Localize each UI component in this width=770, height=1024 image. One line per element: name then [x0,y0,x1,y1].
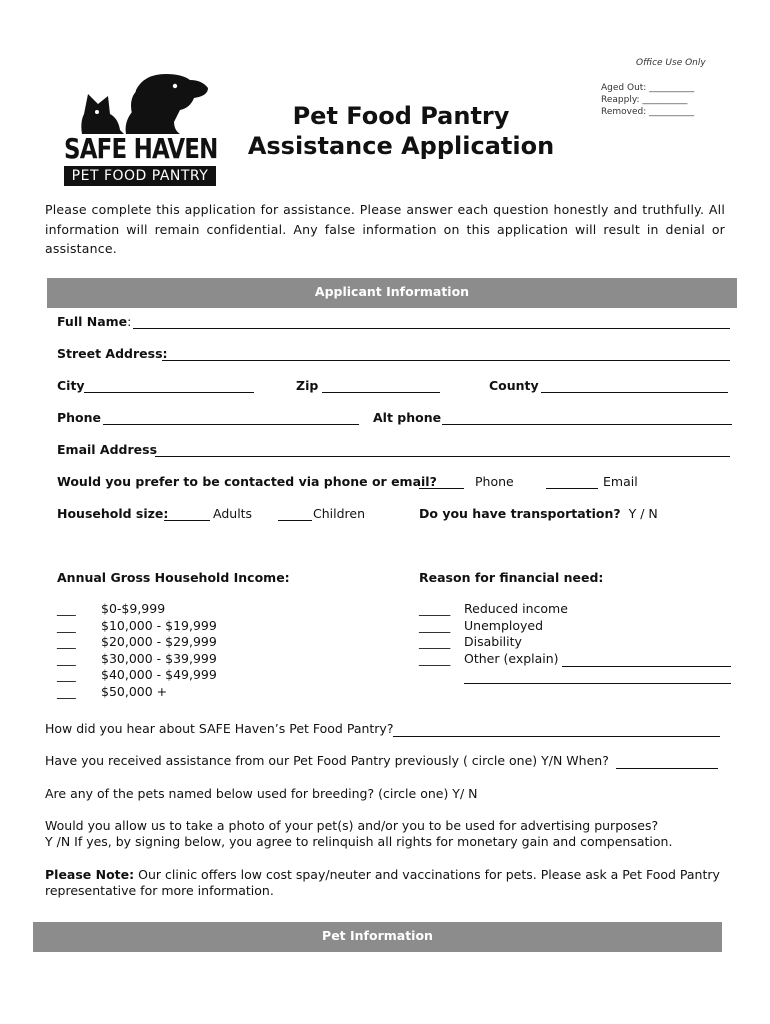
contact-phone-blank[interactable] [419,476,464,489]
transportation-row [419,506,658,521]
office-use-title: Office Use Only [636,58,706,68]
city-label: City [57,378,85,393]
transportation-answer[interactable]: Y / N [628,506,658,521]
reason-options [464,601,568,667]
alt-phone-label: Alt phone [373,410,442,425]
income-option: $20,000 - $29,999 [101,634,217,650]
income-heading: Annual Gross Household Income: [57,570,290,585]
phone-label: Phone [57,410,102,425]
safe-haven-logo [62,70,222,190]
adults-input[interactable] [164,508,210,521]
photo-consent-question: Would you allow us to take a photo of your pet(s) and/or you to be used for advertising purposes? [45,818,659,833]
income-options [101,601,217,701]
removed-field: Removed: __________ [601,107,695,117]
income-blank[interactable]: ___ [57,634,76,650]
reason-blank[interactable]: _____ [419,650,451,666]
zip-input[interactable] [322,380,440,393]
income-option: $30,000 - $39,999 [101,650,217,666]
zip-label: Zip [296,378,319,393]
income-option: $50,000 + [101,683,168,699]
county-input[interactable] [541,380,728,393]
page-title-line1: Pet Food Pantry [292,102,510,130]
page-title-line2: Assistance Application [247,132,555,160]
children-label: Children [313,506,366,521]
clinic-note-text: Our clinic offers low cost spay/neuter and vaccinations for pets. Please ask a Pet Food Pantry [138,867,720,882]
other-explain-input[interactable] [562,654,731,667]
reason-blanks [419,601,450,667]
street-address-label: Street Address: [57,346,168,361]
income-blank[interactable]: ___ [57,667,76,683]
reason-heading: Reason for financial need: [419,570,604,585]
street-address-input[interactable] [162,348,730,361]
contact-preference-question: Would you prefer to be contacted via phone or email? [57,474,437,489]
logo-subtitle: PET FOOD PANTRY [64,166,216,186]
email-label: Email Address [57,442,158,457]
reason-option: Unemployed [464,617,544,633]
received-assistance-question: Have you received assistance from our Pet Food Pantry previously ( circle one) Y/N When? [45,753,609,768]
reason-option: Other (explain) [464,650,559,666]
alt-phone-input[interactable] [442,412,732,425]
full-name-input[interactable] [133,316,730,329]
clinic-note [45,867,720,884]
reason-blank[interactable]: _____ [419,617,451,633]
logo-title: SAFE HAVEN [64,132,218,165]
contact-email-option: Email [603,474,638,489]
adults-label: Adults [213,506,253,521]
clinic-note-label: Please Note: [45,867,135,882]
contact-email-blank[interactable] [546,476,598,489]
reason-blank[interactable]: _____ [419,601,451,616]
clinic-note-line2: representative for more information. [45,883,274,898]
received-when-input[interactable] [616,756,718,769]
section-applicant-header: Applicant Information [47,278,737,308]
income-blank[interactable]: ___ [57,601,76,616]
income-blank[interactable]: ___ [57,683,76,699]
transportation-question: Do you have transportation? [419,506,621,521]
contact-phone-option: Phone [475,474,514,489]
photo-consent-terms: Y /N If yes, by signing below, you agree to relinquish all rights for monetary gain and compensation. [45,834,673,849]
county-label: County [489,378,539,393]
household-size-label: Household size: [57,506,169,521]
hear-about-input[interactable] [393,724,720,737]
phone-input[interactable] [103,412,359,425]
children-input[interactable] [278,508,312,521]
intro-paragraph: Please complete this application for assistance. Please answer each question honestly and truthfully. All information will remain confidential. Any false information on this application will result in denial or assistance. [45,202,725,256]
reason-blank[interactable]: _____ [419,634,451,650]
hear-about-question: How did you hear about SAFE Haven’s Pet Food Pantry? [45,721,394,736]
income-option: $0-$9,999 [101,601,166,616]
aged-out-field: Aged Out: __________ [601,83,695,93]
reapply-field: Reapply: __________ [601,95,688,105]
reason-option: Disability [464,634,522,650]
email-input[interactable] [155,444,730,457]
breeding-question: Are any of the pets named below used for breeding? (circle one) Y/ N [45,786,478,801]
full-name-label: Full Name [57,314,128,329]
city-input[interactable] [84,380,254,393]
reason-option: Reduced income [464,601,568,616]
section-pet-header: Pet Information [33,922,722,952]
income-blanks [57,601,76,701]
income-blank[interactable]: ___ [57,650,76,666]
income-option: $40,000 - $49,999 [101,667,217,683]
other-explain-input-line2[interactable] [464,671,731,684]
income-option: $10,000 - $19,999 [101,617,217,633]
income-blank[interactable]: ___ [57,617,76,633]
